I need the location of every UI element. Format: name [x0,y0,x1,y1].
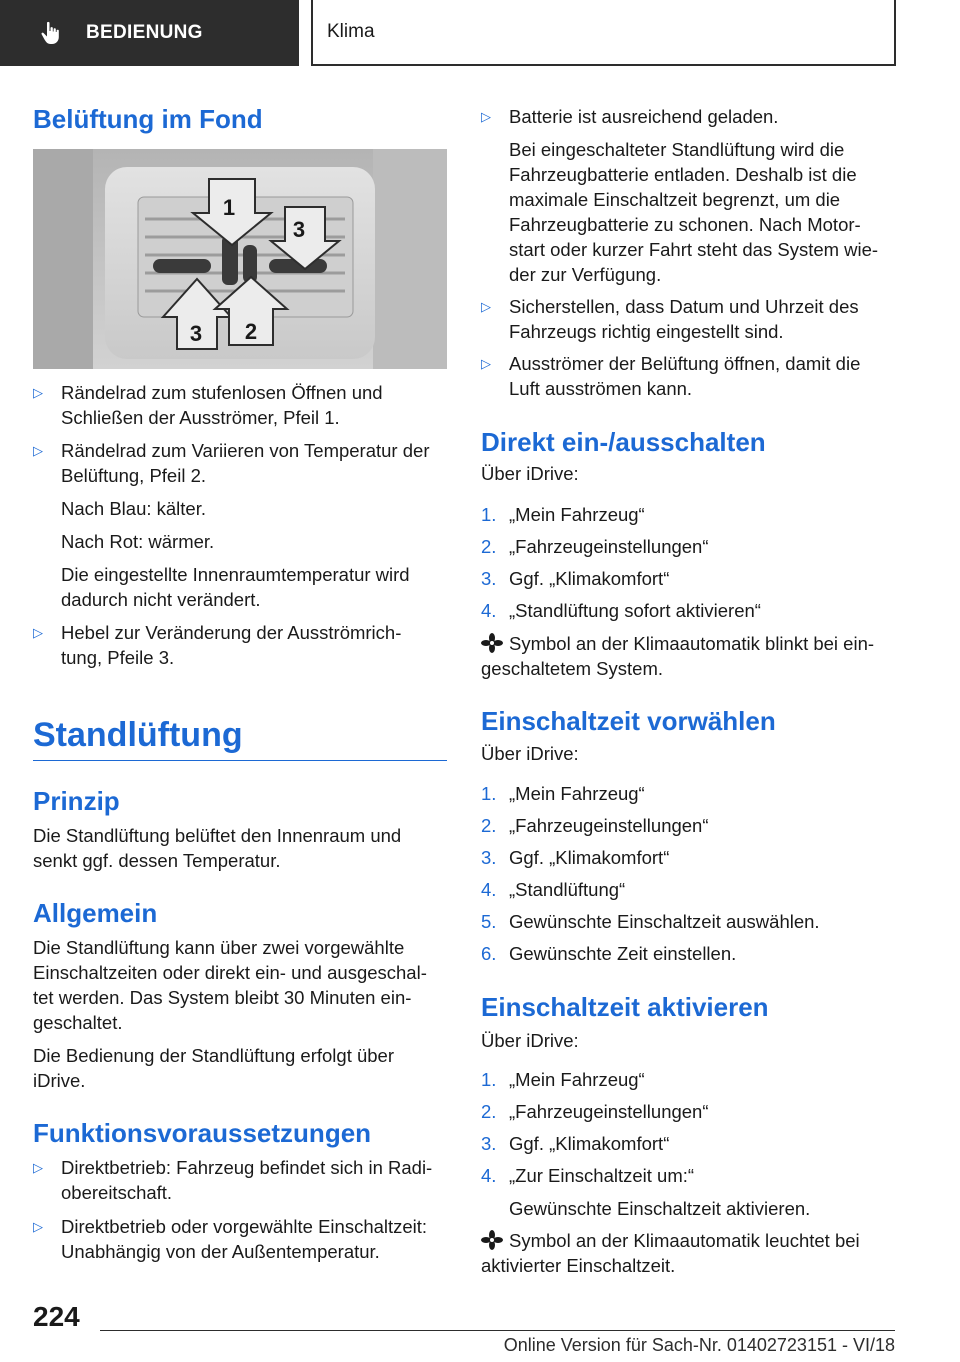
sub-text: Die eingestellte Innenraumtemperatur wird [61,564,410,585]
list-item: ▷ Direktbetrieb: Fahrzeug befindet sich in Radi- obereitschaft. [33,1157,433,1203]
bullet-triangle-icon: ▷ [33,625,43,640]
heading-funktionsvoraussetzungen: Funktionsvoraussetzungen [33,1118,372,1148]
list-item: 2. „Fahrzeugeinstellungen“ [481,815,709,836]
bullet-triangle-icon: ▷ [481,299,491,314]
section-divider [33,760,447,761]
note-symbol-blinkt: Symbol an der Klimaautomatik blinkt bei ein- geschaltetem System. [481,633,875,679]
list-item: 2. „Fahrzeugeinstellungen“ [481,1101,709,1122]
header-section-label: BEDIENUNG [86,22,203,43]
rear-vent-figure [33,149,447,369]
page-number: 224 [33,1301,80,1332]
heading-einschaltzeit-aktivieren: Einschaltzeit aktivieren [481,992,769,1022]
heading-direkt-einausschalten: Direkt ein-/ausschalten [481,427,766,457]
list-item: 2. „Fahrzeugeinstellungen“ [481,536,709,557]
intro-idrive: Über iDrive: [481,463,579,484]
sub-text: Nach Rot: wärmer. [61,531,215,552]
list-item: 5. Gewünschte Einschaltzeit auswählen. [481,911,820,932]
sub-text: Nach Blau: kälter. [61,498,206,519]
list-item: 3. Ggf. „Klimakomfort“ [481,568,670,589]
heading-allgemein: Allgemein [33,898,158,928]
list-item: 1. „Mein Fahrzeug“ [481,504,645,525]
fan-icon [481,633,503,653]
heading-belueftung-fond: Belüftung im Fond [33,104,263,134]
list-item: 3. Ggf. „Klimakomfort“ [481,1133,670,1154]
heading-standlueftung: Standlüftung [33,716,243,754]
footer-online-version: Online Version für Sach-Nr. 01402723151 - VI/18 [503,1335,895,1355]
paragraph-allgemein-2: Die Bedienung der Standlüftung erfolgt über iDrive. [33,1045,395,1091]
paragraph-allgemein: Die Standlüftung kann über zwei vorgewählte Einschaltzeiten oder direkt ein- und ausgeschal- tet werden. Das System bleibt 30 Minuten ein- geschaltet. [33,937,427,1033]
list-item: 1. „Mein Fahrzeug“ [481,783,645,804]
list-item: ▷ Ausströmer der Belüftung öffnen, damit die Luft ausströmen kann. [481,353,861,399]
battery-note: Bei eingeschalteter Standlüftung wird die Fahrzeugbatterie entladen. Deshalb ist die maximale Einschaltzeit begrenzt, um die Fahrzeugbatterie zu schonen. Nach Motor- start oder kurzer Fahrt steht das System wie- der zur Verfügung. [509,139,879,285]
list-item: 4. „Standlüftung sofort aktivieren“ [481,600,761,621]
heading-prinzip: Prinzip [33,786,120,816]
bullet-triangle-icon: ▷ [33,1219,43,1234]
fan-icon [481,1230,503,1250]
list-item: 3. Ggf. „Klimakomfort“ [481,847,670,868]
list-item: 1. „Mein Fahrzeug“ [481,1069,645,1090]
intro-idrive: Über iDrive: [481,1030,579,1051]
figure-arrow-label-3b: 3 [189,321,203,346]
list-item: ▷ Direktbetrieb oder vorgewählte Einschaltzeit: Unabhängig von der Außentemperatur. [33,1216,428,1262]
header-chapter-box [311,0,896,66]
bullet-triangle-icon: ▷ [481,109,491,124]
intro-idrive: Über iDrive: [481,743,579,764]
list-item: ▷ Rändelrad zum stufenlosen Öffnen und Schließen der Ausströmer, Pfeil 1. [33,382,383,428]
heading-einschaltzeit-vorwaehlen: Einschaltzeit vorwählen [481,706,776,736]
paragraph-prinzip: Die Standlüftung belüftet den Innenraum und senkt ggf. dessen Temperatur. [33,825,402,871]
list-item: 4. „Zur Einschaltzeit um:“ [481,1165,695,1186]
header-chapter-label: Klima [327,21,375,42]
list-item: ▷ Batterie ist ausreichend geladen. [481,106,779,127]
bullet-triangle-icon: ▷ [33,1160,43,1175]
footer-divider [100,1330,895,1331]
note-symbol-leuchtet: Symbol an der Klimaautomatik leuchtet bei aktivierter Einschaltzeit. [481,1230,860,1276]
figure-arrow-label-1: 1 [222,195,236,220]
bullet-triangle-icon: ▷ [33,443,43,458]
figure-arrow-label-3a: 3 [292,217,306,242]
list-item: ▷ Sicherstellen, dass Datum und Uhrzeit des Fahrzeugs richtig eingestellt sind. [481,296,859,342]
bullet-triangle-icon: ▷ [481,356,491,371]
sub-text: Gewünschte Einschaltzeit aktivieren. [509,1198,811,1219]
hand-touch-icon [36,18,66,48]
list-item: ▷ Rändelrad zum Variieren von Temperatur der Belüftung, Pfeil 2. [33,440,430,486]
sub-text: dadurch nicht verändert. [61,589,261,610]
header-section-tab [0,0,299,66]
list-item: 4. „Standlüftung“ [481,879,626,900]
list-item: ▷ Hebel zur Veränderung der Ausströmrich- tung, Pfeile 3. [33,622,402,668]
figure-arrow-label-2: 2 [244,319,258,344]
list-item: 6. Gewünschte Zeit einstellen. [481,943,737,964]
bullet-triangle-icon: ▷ [33,385,43,400]
